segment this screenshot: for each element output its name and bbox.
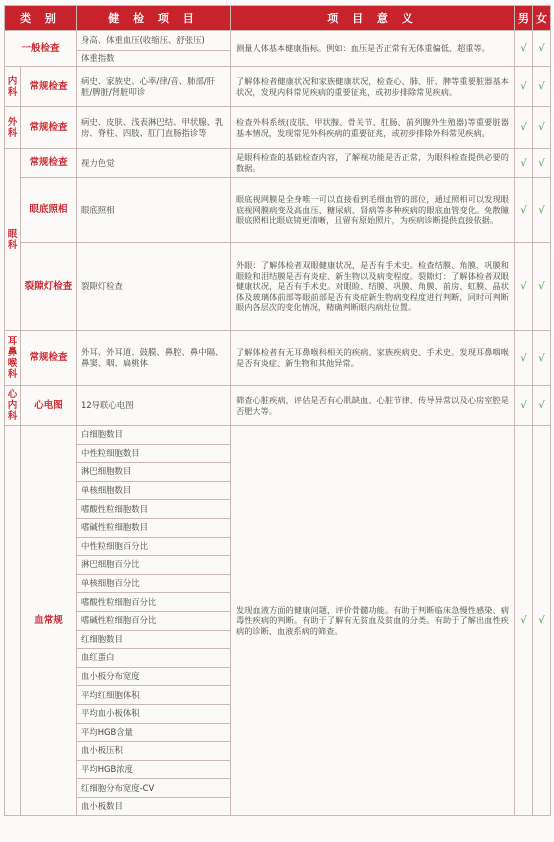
eye-male-check-2: √ — [515, 178, 533, 243]
header-category: 类 别 — [5, 6, 77, 31]
blood-item: 嗜酸性粒细胞数目 — [77, 500, 231, 519]
eye-items-3: 裂隙灯检查 — [77, 243, 231, 331]
blood-item: 淋巴细胞数目 — [77, 463, 231, 482]
blood-male-check: √ — [515, 426, 533, 816]
cardio-dept: 心内科 — [5, 386, 21, 426]
ent-meaning: 了解体检者有无耳鼻喉科相关的疾病、家族疾病史、手术史。发现耳鼻咽喉是否有炎症、新生物和其他异常。 — [231, 331, 515, 386]
ent-female-check: √ — [533, 331, 551, 386]
eye-female-check-3: √ — [533, 243, 551, 331]
header-row — [5, 6, 551, 31]
blood-item: 白细胞数目 — [77, 426, 231, 445]
eye-sub-3: 裂隙灯检查 — [21, 243, 77, 331]
blood-item: 红细胞分布宽度-CV — [77, 779, 231, 798]
blood-item: 平均HGB浓度 — [77, 760, 231, 779]
ent-dept: 耳鼻喉科 — [5, 331, 21, 386]
eye-sub-2: 眼底照相 — [21, 178, 77, 243]
cardio-female-check: √ — [533, 386, 551, 426]
blood-sub: 血常规 — [21, 426, 77, 816]
cardio-items: 12导联心电图 — [77, 386, 231, 426]
cardio-male-check: √ — [515, 386, 533, 426]
eye-items-2: 眼底照相 — [77, 178, 231, 243]
general-item-2: 体重指数 — [77, 51, 231, 67]
internal-meaning: 了解体检者健康状况和家族健康状况，检查心、肺、肝、脾等重要脏器基本状况，发现内科常见疾病的重要征兆，或初步排除常见疾病。 — [231, 67, 515, 107]
eye-meaning-1: 是眼科检查的基础检查内容，了解视功能是否正常，为眼科检查提供必要的数据。 — [231, 149, 515, 178]
health-exam-table — [4, 5, 551, 816]
blood-dept-blank — [5, 426, 21, 816]
eye-row-3 — [5, 243, 551, 331]
internal-items: 病史、家族史、心率/律/音、肺部/肝脏/脾脏/肾脏叩诊 — [77, 67, 231, 107]
surgery-male-check: √ — [515, 107, 533, 149]
blood-item: 单核细胞数目 — [77, 481, 231, 500]
surgery-female-check: √ — [533, 107, 551, 149]
blood-item: 血小板数目 — [77, 797, 231, 816]
blood-item-row — [5, 426, 551, 445]
surgery-items: 病史、皮肤、浅表淋巴结、甲状腺、乳房、脊柱、四肢、肛门直肠指诊等 — [77, 107, 231, 149]
blood-meaning: 发现血液方面的健康问题，评价骨髓功能。有助于判断临床急慢性感染、病毒性疾病的判断。有助于了解有无贫血及贫血的分类。有助于了解出血性疾病的诊断、血液系病的筛查。 — [231, 426, 515, 816]
general-category: 一般检查 — [5, 31, 77, 67]
eye-female-check-2: √ — [533, 178, 551, 243]
cardio-row — [5, 386, 551, 426]
eye-row-1 — [5, 149, 551, 178]
eye-male-check-3: √ — [515, 243, 533, 331]
blood-item: 嗜酸性粒细胞百分比 — [77, 593, 231, 612]
ent-male-check: √ — [515, 331, 533, 386]
internal-dept: 内科 — [5, 67, 21, 107]
blood-item: 中性粒细胞百分比 — [77, 537, 231, 556]
general-meaning: 测量人体基本健康指标。例如：血压是否正常有无体重偏低、超重等。 — [231, 31, 515, 67]
header-meaning: 项 目 意 义 — [231, 6, 515, 31]
internal-male-check: √ — [515, 67, 533, 107]
blood-item: 单核细胞百分比 — [77, 574, 231, 593]
cardio-meaning: 筛查心脏疾病，评估是否有心肌缺血、心脏节律、传导异常以及心房室腔是否肥大等。 — [231, 386, 515, 426]
internal-female-check: √ — [533, 67, 551, 107]
blood-item: 中性粒细胞数目 — [77, 444, 231, 463]
general-item-1: 身高、体重血压(收缩压、舒张压) — [77, 31, 231, 51]
blood-item: 红细胞数目 — [77, 630, 231, 649]
blood-routine-section — [5, 426, 551, 816]
blood-item: 平均HGB含量 — [77, 723, 231, 742]
ent-items: 外耳、外耳道、鼓膜、鼻腔、鼻中隔、鼻窦、咽、扁桃体 — [77, 331, 231, 386]
blood-item: 平均血小板体积 — [77, 704, 231, 723]
surgery-meaning: 检查外科系统(皮肤、甲状腺、骨关节、肛肠、前列腺外生殖器)等重要脏器基本情况，发现常见外科疾病的重要征兆，或初步排除外科常见疾病。 — [231, 107, 515, 149]
blood-item: 嗜碱性粒细胞数目 — [77, 518, 231, 537]
eye-dept: 眼科 — [5, 149, 21, 331]
blood-item: 血小板分布宽度 — [77, 667, 231, 686]
ent-sub: 常规检查 — [21, 331, 77, 386]
eye-row-2 — [5, 178, 551, 243]
blood-item: 血红蛋白 — [77, 649, 231, 668]
general-row — [5, 31, 551, 51]
header-female: 女 — [533, 6, 551, 31]
internal-row — [5, 67, 551, 107]
internal-sub: 常规检查 — [21, 67, 77, 107]
eye-female-check-1: √ — [533, 149, 551, 178]
eye-sub-1: 常规检查 — [21, 149, 77, 178]
ent-row — [5, 331, 551, 386]
blood-female-check: √ — [533, 426, 551, 816]
header-male: 男 — [515, 6, 533, 31]
general-female-check: √ — [533, 31, 551, 67]
blood-item: 血小板压积 — [77, 742, 231, 761]
surgery-sub: 常规检查 — [21, 107, 77, 149]
blood-item: 平均红细胞体积 — [77, 686, 231, 705]
header-items: 健 检 项 目 — [77, 6, 231, 31]
cardio-sub: 心电图 — [21, 386, 77, 426]
surgery-dept: 外科 — [5, 107, 21, 149]
eye-meaning-3: 外眼：了解体检者双眼健康状况，是否有手术史。检查结膜、角膜、巩膜和眼睑和泪结膜是否有炎症、新生物以及病变程度。裂隙灯：了解体检者双眼健康状况，是否有手术史。对眼睑、结膜、巩膜、角膜、前房、虹膜、晶状体及玻璃体前部等眼前部是否有炎症新生物病变程度进行判断，同时可判断眼内各层次的变化情况，精确判断眼内病灶位置。 — [231, 243, 515, 331]
blood-item: 淋巴细胞百分比 — [77, 556, 231, 575]
eye-meaning-2: 眼底视网膜是全身唯一可以直接看到毛细血管的部位，通过照相可以发现眼底视网膜病变及高血压、糖尿病、肾病等多种疾病的眼底血管变化。免散瞳眼底照相比眼底镜更清晰，且留有原始照片，为疾病诊断提供直接依据。 — [231, 178, 515, 243]
eye-male-check-1: √ — [515, 149, 533, 178]
eye-items-1: 视力色觉 — [77, 149, 231, 178]
general-male-check: √ — [515, 31, 533, 67]
blood-item: 嗜碱性粒细胞百分比 — [77, 611, 231, 630]
surgery-row — [5, 107, 551, 149]
